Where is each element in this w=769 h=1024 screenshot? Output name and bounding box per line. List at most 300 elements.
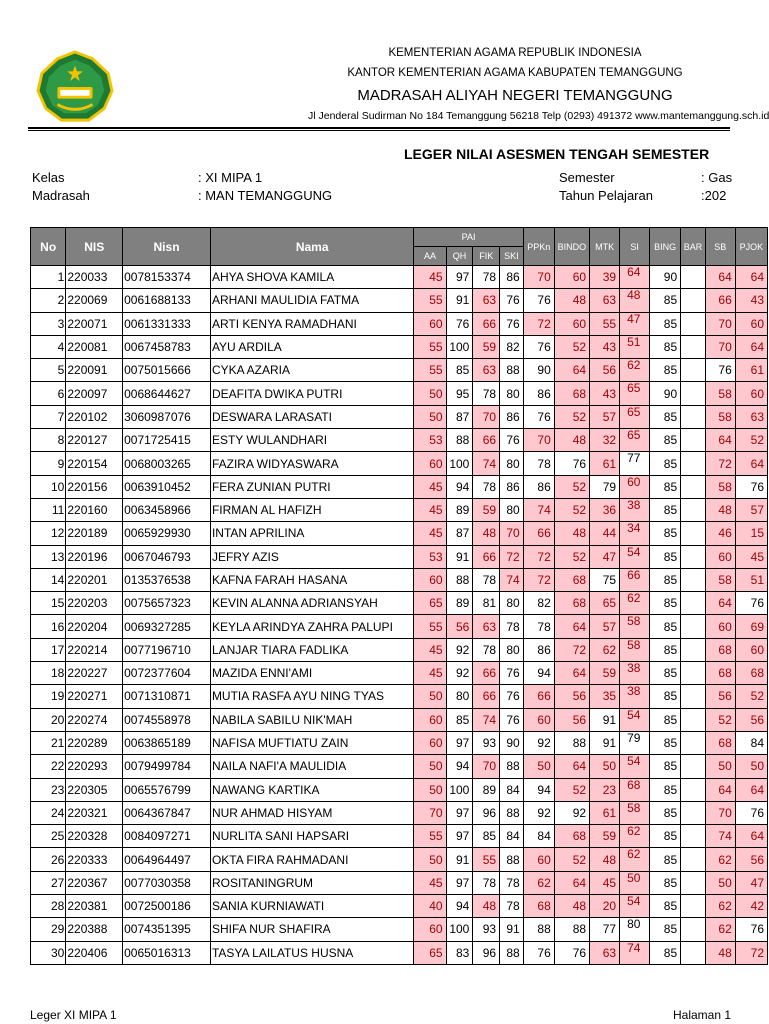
cell-sb: 62 [705, 895, 735, 918]
cell-qh: 97 [446, 801, 473, 824]
table-row [31, 615, 768, 638]
cell-bing: 85 [650, 778, 681, 801]
cell-pjok: 68 [735, 662, 767, 685]
cell-bing: 85 [650, 522, 681, 545]
cell-aa: 65 [414, 592, 446, 615]
cell-no: 28 [31, 895, 66, 918]
cell-mtk: 47 [590, 545, 620, 568]
cell-pjok: 43 [735, 289, 767, 312]
cell-nis: 220328 [66, 825, 123, 848]
cell-si: 62 [620, 592, 650, 615]
cell-si: 34 [620, 522, 650, 545]
cell-si: 58 [620, 801, 650, 824]
cell-mtk: 20 [590, 895, 620, 918]
cell-bindo: 64 [554, 871, 589, 894]
cell-bindo: 88 [554, 731, 589, 754]
cell-no: 8 [31, 429, 66, 452]
cell-bindo: 64 [554, 359, 589, 382]
cell-bing: 85 [650, 825, 681, 848]
cell-bar [681, 708, 706, 731]
cell-pjok: 84 [735, 731, 767, 754]
cell-bing: 90 [650, 382, 681, 405]
cell-sb: 74 [705, 825, 735, 848]
cell-fik: 63 [473, 289, 500, 312]
cell-qh: 88 [446, 568, 473, 591]
cell-si: 66 [620, 568, 650, 591]
cell-qh: 100 [446, 918, 473, 941]
table-row [31, 475, 768, 498]
table-row [31, 266, 768, 289]
cell-pjok: 64 [735, 452, 767, 475]
cell-nisn: 0064964497 [123, 848, 211, 871]
cell-ppkn: 60 [523, 848, 554, 871]
cell-bar [681, 801, 706, 824]
cell-fik: 63 [473, 359, 500, 382]
cell-bar [681, 289, 706, 312]
cell-mtk: 75 [590, 568, 620, 591]
cell-pjok: 76 [735, 475, 767, 498]
cell-nama: NABILA SABILU NIK'MAH [210, 708, 414, 731]
cell-aa: 65 [414, 941, 446, 964]
cell-qh: 87 [446, 522, 473, 545]
cell-bing: 85 [650, 359, 681, 382]
cell-ppkn: 72 [523, 568, 554, 591]
cell-ski: 80 [500, 638, 524, 661]
cell-no: 22 [31, 755, 66, 778]
cell-nis: 220127 [66, 429, 123, 452]
cell-bindo: 52 [554, 335, 589, 358]
cell-qh: 56 [446, 615, 473, 638]
cell-si: 74 [620, 941, 650, 964]
cell-pjok: 76 [735, 918, 767, 941]
cell-sb: 62 [705, 848, 735, 871]
cell-no: 1 [31, 266, 66, 289]
cell-ppkn: 92 [523, 731, 554, 754]
cell-mtk: 43 [590, 335, 620, 358]
cell-nis: 220274 [66, 708, 123, 731]
cell-ski: 76 [500, 429, 524, 452]
cell-nama: ARTI KENYA RAMADHANI [210, 312, 414, 335]
cell-si: 38 [620, 498, 650, 521]
cell-mtk: 39 [590, 266, 620, 289]
cell-bing: 85 [650, 708, 681, 731]
cell-mtk: 56 [590, 359, 620, 382]
cell-sb: 62 [705, 918, 735, 941]
cell-nisn: 0075015666 [123, 359, 211, 382]
cell-bar [681, 778, 706, 801]
cell-pjok: 64 [735, 825, 767, 848]
cell-ski: 76 [500, 312, 524, 335]
cell-bar [681, 382, 706, 405]
cell-aa: 60 [414, 708, 446, 731]
cell-ppkn: 94 [523, 778, 554, 801]
cell-bing: 85 [650, 731, 681, 754]
cell-aa: 53 [414, 545, 446, 568]
cell-nisn: 0065929930 [123, 522, 211, 545]
table-row [31, 335, 768, 358]
cell-bindo: 52 [554, 545, 589, 568]
col-no: No [31, 228, 66, 266]
cell-bar [681, 568, 706, 591]
kelas-value: : XI MIPA 1 [198, 170, 263, 185]
cell-nis: 220097 [66, 382, 123, 405]
cell-bing: 85 [650, 848, 681, 871]
cell-ski: 86 [500, 266, 524, 289]
cell-bing: 85 [650, 615, 681, 638]
cell-aa: 45 [414, 638, 446, 661]
cell-aa: 55 [414, 289, 446, 312]
col-nama: Nama [210, 228, 414, 266]
table-row [31, 638, 768, 661]
cell-fik: 96 [473, 801, 500, 824]
table-row [31, 662, 768, 685]
cell-nama: LANJAR TIARA FADLIKA [210, 638, 414, 661]
cell-ski: 76 [500, 289, 524, 312]
cell-ppkn: 92 [523, 801, 554, 824]
cell-sb: 76 [705, 359, 735, 382]
cell-qh: 91 [446, 545, 473, 568]
cell-bindo: 76 [554, 452, 589, 475]
cell-no: 5 [31, 359, 66, 382]
cell-aa: 50 [414, 405, 446, 428]
cell-sb: 72 [705, 452, 735, 475]
cell-ski: 78 [500, 871, 524, 894]
cell-bar [681, 359, 706, 382]
cell-sb: 64 [705, 592, 735, 615]
cell-ski: 88 [500, 755, 524, 778]
cell-aa: 45 [414, 522, 446, 545]
cell-nisn: 0065576799 [123, 778, 211, 801]
cell-ppkn: 94 [523, 662, 554, 685]
cell-ppkn: 72 [523, 545, 554, 568]
cell-bindo: 48 [554, 895, 589, 918]
cell-si: 54 [620, 755, 650, 778]
cell-nisn: 0077196710 [123, 638, 211, 661]
cell-ski: 80 [500, 382, 524, 405]
cell-nis: 220321 [66, 801, 123, 824]
table-row [31, 941, 768, 964]
table-row [31, 545, 768, 568]
cell-nis: 220189 [66, 522, 123, 545]
cell-nisn: 0071725415 [123, 429, 211, 452]
cell-no: 12 [31, 522, 66, 545]
cell-sb: 70 [705, 312, 735, 335]
cell-nama: AYU ARDILA [210, 335, 414, 358]
cell-nisn: 0068644627 [123, 382, 211, 405]
cell-pjok: 45 [735, 545, 767, 568]
cell-no: 11 [31, 498, 66, 521]
cell-nisn: 0078153374 [123, 266, 211, 289]
cell-nis: 220081 [66, 335, 123, 358]
cell-sb: 56 [705, 685, 735, 708]
cell-qh: 94 [446, 895, 473, 918]
cell-qh: 91 [446, 289, 473, 312]
table-row [31, 848, 768, 871]
cell-bing: 85 [650, 638, 681, 661]
cell-nis: 220196 [66, 545, 123, 568]
tahun-label: Tahun Pelajaran [559, 188, 653, 203]
cell-nisn: 0065016313 [123, 941, 211, 964]
cell-ppkn: 88 [523, 918, 554, 941]
cell-fik: 59 [473, 498, 500, 521]
cell-aa: 55 [414, 615, 446, 638]
cell-nis: 220406 [66, 941, 123, 964]
cell-ski: 74 [500, 568, 524, 591]
cell-mtk: 43 [590, 382, 620, 405]
cell-si: 38 [620, 662, 650, 685]
cell-sb: 64 [705, 778, 735, 801]
cell-no: 10 [31, 475, 66, 498]
cell-fik: 66 [473, 685, 500, 708]
cell-nisn: 0079499784 [123, 755, 211, 778]
cell-ski: 80 [500, 452, 524, 475]
cell-si: 47 [620, 312, 650, 335]
cell-si: 38 [620, 685, 650, 708]
cell-qh: 87 [446, 405, 473, 428]
cell-bar [681, 918, 706, 941]
cell-si: 48 [620, 289, 650, 312]
table-row [31, 452, 768, 475]
cell-ppkn: 74 [523, 498, 554, 521]
tahun-value: :202 [701, 188, 727, 203]
cell-nisn: 0063865189 [123, 731, 211, 754]
table-row [31, 825, 768, 848]
cell-qh: 92 [446, 638, 473, 661]
cell-sb: 58 [705, 568, 735, 591]
cell-nama: FIRMAN AL HAFIZH [210, 498, 414, 521]
cell-pjok: 63 [735, 405, 767, 428]
cell-nisn: 0084097271 [123, 825, 211, 848]
cell-bindo: 88 [554, 918, 589, 941]
cell-ppkn: 76 [523, 289, 554, 312]
cell-mtk: 63 [590, 941, 620, 964]
cell-pjok: 72 [735, 941, 767, 964]
cell-ppkn: 66 [523, 522, 554, 545]
cell-aa: 45 [414, 475, 446, 498]
cell-mtk: 55 [590, 312, 620, 335]
grade-table-body [31, 266, 768, 965]
cell-bar [681, 335, 706, 358]
cell-ski: 88 [500, 941, 524, 964]
cell-bing: 85 [650, 685, 681, 708]
cell-sb: 60 [705, 615, 735, 638]
cell-si: 54 [620, 545, 650, 568]
cell-si: 77 [620, 452, 650, 475]
cell-bar [681, 662, 706, 685]
cell-qh: 91 [446, 848, 473, 871]
col-pai: PAI [414, 228, 523, 247]
cell-nis: 220367 [66, 871, 123, 894]
cell-aa: 50 [414, 685, 446, 708]
cell-nama: AHYA SHOVA KAMILA [210, 266, 414, 289]
cell-bindo: 60 [554, 266, 589, 289]
cell-sb: 48 [705, 941, 735, 964]
cell-aa: 55 [414, 335, 446, 358]
cell-qh: 89 [446, 498, 473, 521]
cell-aa: 60 [414, 731, 446, 754]
cell-pjok: 50 [735, 755, 767, 778]
cell-no: 25 [31, 825, 66, 848]
cell-bindo: 64 [554, 755, 589, 778]
cell-ppkn: 70 [523, 429, 554, 452]
kelas-label: Kelas [32, 170, 65, 185]
table-row [31, 895, 768, 918]
cell-bindo: 68 [554, 592, 589, 615]
cell-fik: 96 [473, 941, 500, 964]
cell-aa: 40 [414, 895, 446, 918]
table-row [31, 801, 768, 824]
col-sb: SB [705, 228, 735, 266]
cell-nisn: 0068003265 [123, 452, 211, 475]
cell-mtk: 65 [590, 592, 620, 615]
cell-nisn: 0072377604 [123, 662, 211, 685]
cell-nis: 220156 [66, 475, 123, 498]
cell-qh: 85 [446, 708, 473, 731]
cell-qh: 97 [446, 825, 473, 848]
cell-qh: 94 [446, 755, 473, 778]
cell-qh: 100 [446, 335, 473, 358]
cell-bing: 85 [650, 592, 681, 615]
cell-ppkn: 70 [523, 266, 554, 289]
cell-ppkn: 66 [523, 685, 554, 708]
col-nis: NIS [66, 228, 123, 266]
cell-aa: 70 [414, 801, 446, 824]
cell-qh: 92 [446, 662, 473, 685]
cell-bar [681, 429, 706, 452]
cell-qh: 76 [446, 312, 473, 335]
cell-aa: 45 [414, 266, 446, 289]
cell-no: 7 [31, 405, 66, 428]
cell-pjok: 76 [735, 592, 767, 615]
cell-bar [681, 615, 706, 638]
cell-nisn: 0074351395 [123, 918, 211, 941]
cell-ppkn: 50 [523, 755, 554, 778]
cell-si: 62 [620, 359, 650, 382]
cell-nama: SHIFA NUR SHAFIRA [210, 918, 414, 941]
cell-bar [681, 638, 706, 661]
cell-bing: 85 [650, 405, 681, 428]
cell-nisn: 0077030358 [123, 871, 211, 894]
cell-nama: NUR AHMAD HISYAM [210, 801, 414, 824]
cell-nis: 220201 [66, 568, 123, 591]
cell-mtk: 57 [590, 405, 620, 428]
cell-bar [681, 405, 706, 428]
cell-bindo: 68 [554, 382, 589, 405]
cell-pjok: 76 [735, 801, 767, 824]
cell-bar [681, 731, 706, 754]
cell-ski: 78 [500, 615, 524, 638]
cell-ski: 82 [500, 335, 524, 358]
cell-bar [681, 825, 706, 848]
header-rule-thin [28, 130, 730, 131]
cell-si: 51 [620, 335, 650, 358]
semester-label: Semester [559, 170, 615, 185]
cell-nisn: 3060987076 [123, 405, 211, 428]
cell-no: 19 [31, 685, 66, 708]
cell-mtk: 59 [590, 825, 620, 848]
cell-bing: 85 [650, 312, 681, 335]
col-si: SI [620, 228, 650, 266]
cell-pjok: 56 [735, 848, 767, 871]
cell-ppkn: 72 [523, 312, 554, 335]
cell-bing: 85 [650, 871, 681, 894]
cell-nama: JEFRY AZIS [210, 545, 414, 568]
cell-bing: 85 [650, 289, 681, 312]
cell-bindo: 76 [554, 941, 589, 964]
cell-no: 16 [31, 615, 66, 638]
col-fik: FIK [473, 247, 500, 266]
col-bar: BAR [681, 228, 706, 266]
cell-pjok: 42 [735, 895, 767, 918]
cell-sb: 66 [705, 289, 735, 312]
cell-fik: 85 [473, 825, 500, 848]
cell-nama: KAFNA FARAH HASANA [210, 568, 414, 591]
cell-qh: 97 [446, 266, 473, 289]
cell-no: 3 [31, 312, 66, 335]
cell-nama: NURLITA SANI HAPSARI [210, 825, 414, 848]
cell-bar [681, 941, 706, 964]
cell-fik: 48 [473, 522, 500, 545]
cell-fik: 81 [473, 592, 500, 615]
cell-ski: 86 [500, 475, 524, 498]
cell-nama: OKTA FIRA RAHMADANI [210, 848, 414, 871]
cell-bindo: 92 [554, 801, 589, 824]
cell-sb: 50 [705, 871, 735, 894]
cell-bing: 85 [650, 475, 681, 498]
cell-si: 65 [620, 382, 650, 405]
cell-mtk: 61 [590, 801, 620, 824]
cell-qh: 85 [446, 359, 473, 382]
cell-pjok: 52 [735, 685, 767, 708]
cell-nis: 220160 [66, 498, 123, 521]
cell-mtk: 91 [590, 708, 620, 731]
cell-nisn: 0072500186 [123, 895, 211, 918]
cell-si: 65 [620, 429, 650, 452]
cell-bindo: 68 [554, 825, 589, 848]
cell-nis: 220154 [66, 452, 123, 475]
cell-pjok: 60 [735, 312, 767, 335]
cell-si: 64 [620, 266, 650, 289]
cell-mtk: 32 [590, 429, 620, 452]
cell-pjok: 52 [735, 429, 767, 452]
cell-nis: 220069 [66, 289, 123, 312]
grade-table-viewport [30, 227, 764, 965]
cell-ski: 78 [500, 895, 524, 918]
cell-pjok: 64 [735, 778, 767, 801]
cell-fik: 78 [473, 638, 500, 661]
table-row [31, 359, 768, 382]
cell-bindo: 52 [554, 498, 589, 521]
office-name: KANTOR KEMENTERIAN AGAMA KABUPATEN TEMANGGUNG [347, 67, 683, 79]
cell-si: 58 [620, 615, 650, 638]
cell-bing: 85 [650, 895, 681, 918]
cell-no: 18 [31, 662, 66, 685]
cell-bindo: 72 [554, 638, 589, 661]
cell-nama: NAWANG KARTIKA [210, 778, 414, 801]
cell-bindo: 52 [554, 405, 589, 428]
cell-mtk: 62 [590, 638, 620, 661]
cell-nama: MAZIDA ENNI'AMI [210, 662, 414, 685]
cell-bindo: 48 [554, 429, 589, 452]
cell-aa: 53 [414, 429, 446, 452]
cell-fik: 78 [473, 871, 500, 894]
cell-bar [681, 685, 706, 708]
cell-nisn: 0064367847 [123, 801, 211, 824]
cell-nisn: 0074558978 [123, 708, 211, 731]
cell-ppkn: 84 [523, 825, 554, 848]
cell-si: 65 [620, 405, 650, 428]
cell-qh: 95 [446, 382, 473, 405]
